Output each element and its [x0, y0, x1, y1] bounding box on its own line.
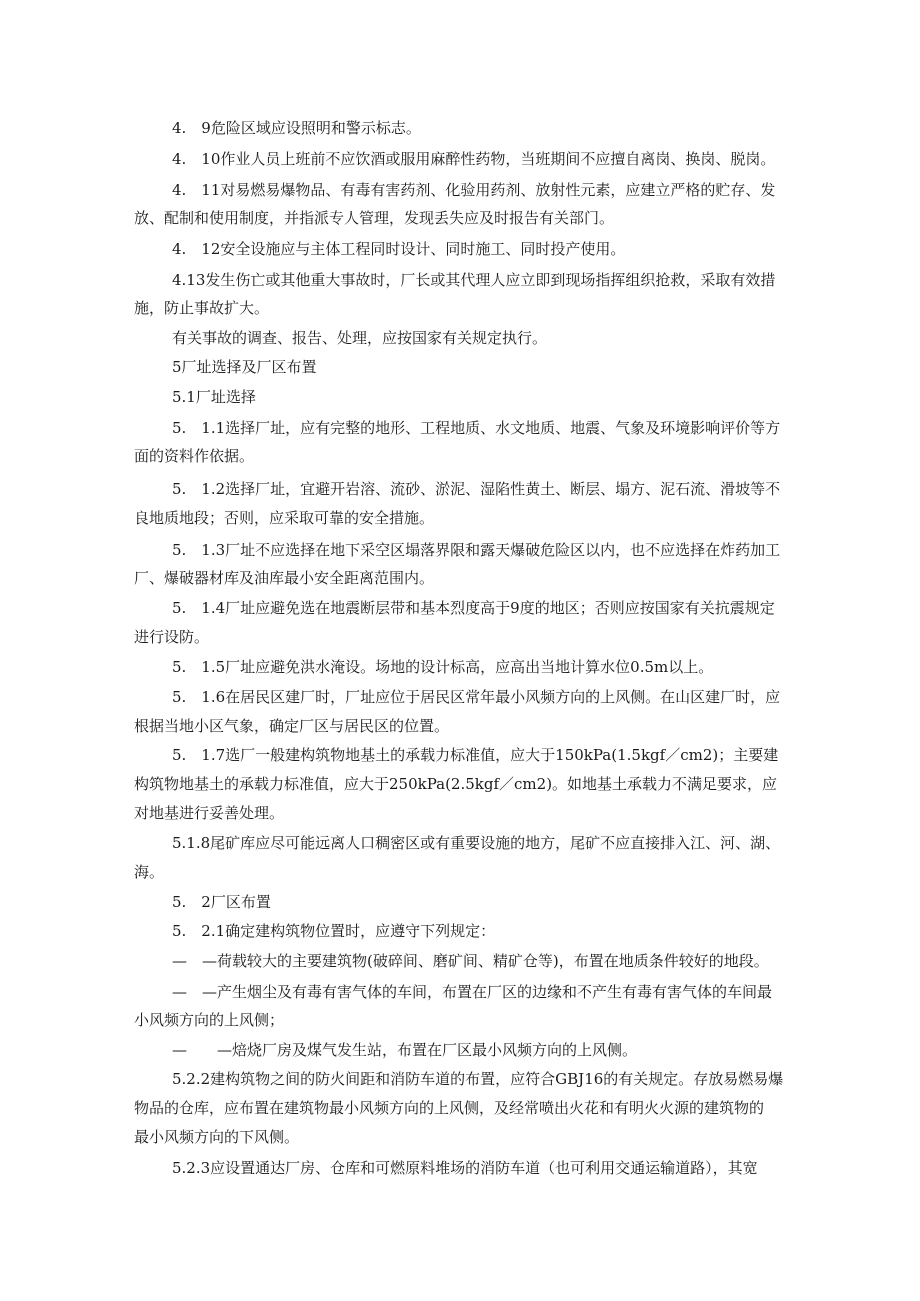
text-line: 5. 1.1选择厂址，应有完整的地形、工程地质、水文地质、地震、气象及环境影响评价等方 [172, 419, 781, 437]
text-line: 4. 11对易燃易爆物品、有毒有害药剂、化验用药剂、放射性元素，应建立严格的贮存、发 [172, 181, 776, 199]
text-line: 有关事故的调查、报告、处理，应按国家有关规定执行。 [172, 329, 548, 347]
list-item: — —产生烟尘及有毒有害气体的车间，布置在厂区的边缘和不产生有毒有害气体的车间最 [172, 983, 773, 1001]
text-line: 4. 12安全设施应与主体工程同时设计、同时施工、同时投产使用。 [172, 240, 626, 258]
text-line: 4.13发生伤亡或其他重大事故时，厂长或其代理人应立即到现场指挥组织抢救，采取有效措 [172, 271, 776, 289]
text-line: 5. 1.2选择厂址，宜避开岩溶、流砂、淤泥、湿陷性黄土、断层、塌方、泥石流、滑坡等不 [172, 480, 781, 498]
text-line: 5.2.2建构筑物之间的防火间距和消防车道的布置，应符合GBJ16的有关规定。存放易燃易爆 [172, 1070, 784, 1088]
text-line: 5. 1.7选厂一般建构筑物地基土的承载力标准值，应大于150kPa(1.5kgf／cm2)；主要建 [172, 746, 779, 764]
text-line: 5. 1.6在居民区建厂时，厂址应位于居民区常年最小风频方向的上风侧。在山区建厂时，应 [172, 688, 781, 706]
text-line: 5. 1.3厂址不应选择在地下采空区塌落界限和露天爆破危险区以内，也不应选择在炸药加工 [172, 541, 781, 559]
text-line: 厂、爆破器材库及油库最小安全距离范围内。 [134, 569, 435, 587]
text-line: 施，防止事故扩大。 [134, 299, 270, 317]
list-item: — —焙烧厂房及煤气发生站，布置在厂区最小风频方向的上风侧。 [172, 1041, 638, 1059]
text-line: 5. 2.1确定建构筑物位置时，应遵守下列规定： [172, 922, 496, 940]
text-line: 小风频方向的上风侧； [134, 1011, 285, 1029]
section-heading: 5厂址选择及厂区布置 [172, 358, 317, 376]
subsection-heading: 5.1厂址选择 [172, 388, 256, 406]
list-item: — —荷载较大的主要建筑物(破碎间、磨矿间、精矿仓等)，布置在地质条件较好的地段。 [172, 952, 769, 970]
text-line: 5. 1.4厂址应避免选在地震断层带和基本烈度高于9度的地区；否则应按国家有关抗震规定 [172, 599, 775, 617]
text-line: 进行设防。 [134, 628, 210, 646]
text-line: 5.2.3应设置通达厂房、仓库和可燃原料堆场的消防车道（也可利用交通运输道路），其宽 [172, 1159, 758, 1177]
text-line: 面的资料作依据。 [134, 447, 255, 465]
text-line: 放、配制和使用制度，并指派专人管理，发现丢失应及时报告有关部门。 [134, 209, 615, 227]
text-line: 5.1.8尾矿库应尽可能远离人口稠密区或有重要设施的地方，尾矿不应直接排入江、河、湖、 [172, 834, 781, 852]
text-line: 最小风频方向的下风侧。 [134, 1128, 300, 1146]
text-line: 5. 1.5厂址应避免洪水淹设。场地的设计标高，应高出当地计算水位0.5m以上。 [172, 658, 714, 676]
text-line: 物品的仓库，应布置在建筑物最小风频方向的上风侧，及经常喷出火花和有明火火源的建筑物的 [134, 1099, 765, 1117]
text-line: 良地质地段；否则，应采取可靠的安全措施。 [134, 509, 435, 527]
text-line: 根据当地小区气象，确定厂区与居民区的位置。 [134, 717, 450, 735]
subsection-heading: 5. 2厂区布置 [172, 893, 271, 911]
text-line: 对地基进行妥善处理。 [134, 804, 285, 822]
text-line: 4. 10作业人员上班前不应饮酒或服用麻醉性药物，当班期间不应擅自离岗、换岗、脱岗。 [172, 150, 776, 168]
text-line: 海。 [134, 863, 165, 881]
text-line: 4. 9危险区域应设照明和警示标志。 [172, 119, 421, 137]
text-line: 构筑物地基土的承载力标准值，应大于250kPa(2.5kgf／cm2)。如地基土承载力不满足要求，应 [134, 775, 778, 793]
